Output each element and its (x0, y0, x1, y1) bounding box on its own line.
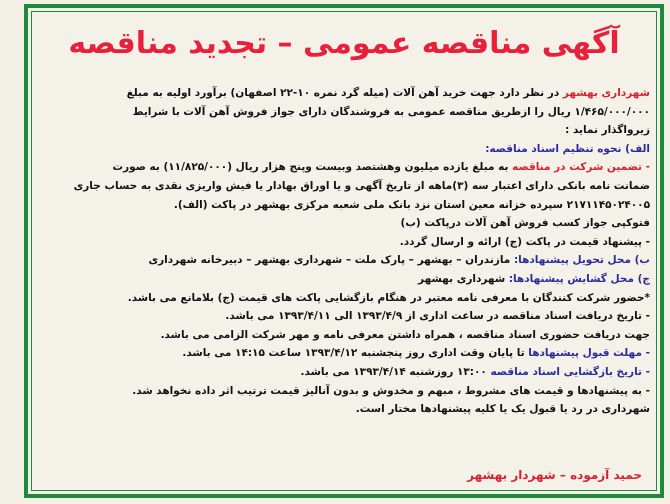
org-name: شهرداری بهشهر (562, 87, 650, 99)
license-line: فتوکپی جواز کسب فروش آهن آلات درپاکت (ب) (400, 217, 650, 230)
in-person-line: جهت دریافت حضوری اسناد مناقصه ، همراه داشتن معرفی نامه و مهر شرکت الزامی می باشد. (160, 328, 650, 341)
guarantee-label: - تضمین شرکت در مناقصه (512, 161, 650, 174)
notice-frame (24, 4, 664, 498)
rights-line: شهرداری در رد یا قبول یک یا کلیه پیشنهادها مختار است. (355, 403, 650, 416)
guarantee-line-2: ضمانت نامه بانکی دارای اعتبار سه (۳)ماهه از تاریخ آگهی و یا اوراق بهادار یا فیش واریزی نقدی به حساب جاری (73, 179, 650, 192)
conditional-line: - به پیشنهادها و قیمت های مشروط ، مبهم و مخدوش و بدون آنالیز قیمت ترتیب اثر داده نخواهد شد. (132, 384, 650, 397)
opening-label: - تاریخ بازگشایی اسناد مناقصه (490, 365, 650, 378)
guarantee-line (38, 158, 650, 177)
section-b-text: مازندران – بهشهر – پارک ملت – شهرداری بهشهر – دبیرخانه شهرداری (148, 254, 514, 267)
section-c-heading: ج) محل گشایش پیشنهادها: (508, 272, 650, 285)
receipt-date-line: - تاریخ دریافت اسناد مناقصه در ساعت اداری از ۱۳۹۳/۴/۹ الی ۱۳۹۳/۴/۱۱ می باشد. (225, 310, 650, 323)
section-b-heading: ب) محل تحویل پیشنهادها: (513, 254, 650, 267)
signature: حمید آزموده – شهردار بهشهر (467, 468, 642, 482)
intro-text-1: در نظر دارد جهت خرید آهن آلات (میله گرد نمره ۱۰-۲۲ اصفهان) برآورد اولیه به مبلغ (126, 87, 563, 99)
deadline-text: تا پایان وقت اداری روز پنجشنبه ۱۳۹۳/۴/۱۲ ساعت ۱۴:۱۵ می باشد. (182, 347, 529, 360)
intro-line-1 (38, 84, 650, 103)
opening-line (38, 363, 650, 382)
deadline-line (38, 344, 650, 363)
guarantee-text: به مبلغ یازده میلیون وهشتصد وبیست وپنج هزار ریال (۱۱/۸۲۵/۰۰۰) به صورت (112, 161, 513, 174)
opening-text: ۱۳:۰۰ روزشنبه ۱۳۹۳/۴/۱۴ می باشد. (300, 365, 491, 378)
deadline-label: - مهلت قبول پیشنهادها (528, 347, 650, 360)
section-b-line (38, 251, 650, 270)
intro-line-3: زیرواگذار نماید : (565, 124, 650, 137)
section-a-heading: الف) نحوه تنظیم اسناد مناقصه: (485, 142, 650, 155)
notice-body (38, 84, 650, 419)
guarantee-line-3: ۲۱۷۱۱۴۵۰۲۴۰۰۵ سپرده خزانه معین استان نزد بانک ملی شعبه مرکزی بهشهر در پاکت (الف). (173, 198, 650, 211)
presence-note: *حضور شرکت کنندگان با معرفی نامه معتبر در هنگام بازگشایی پاکت های قیمت (ج) بلامانع می باشد. (127, 291, 650, 304)
notice-title: آگهی مناقصه عمومی – تجدید مناقصه (68, 26, 620, 61)
section-c-text: شهرداری بهشهر (418, 272, 509, 285)
price-offer-line: - پیشنهاد قیمت در پاکت (ج) ارائه و ارسال گردد. (399, 235, 650, 248)
section-c-line (38, 270, 650, 289)
intro-line-2: ۱/۴۶۵/۰۰۰/۰۰۰ ریال را ازطریق مناقصه عمومی به فروشندگان دارای جواز فروش آهن آلات با شرایط (132, 105, 650, 118)
